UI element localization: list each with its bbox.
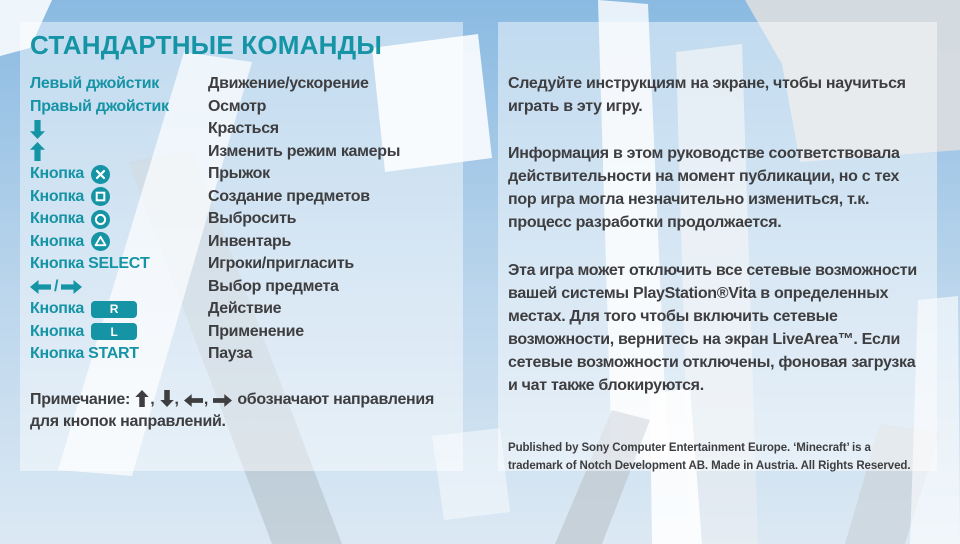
down-arrow-icon — [30, 120, 45, 139]
info-paragraph: Следуйте инструкциям на экране, чтобы научиться играть в эту игру. — [508, 75, 906, 115]
r-shoulder-button: R — [91, 301, 137, 318]
command-row — [30, 231, 453, 254]
command-action: Создание предметов — [208, 187, 370, 205]
commands-panel — [20, 22, 463, 471]
command-row — [30, 321, 453, 344]
up-arrow-icon — [135, 390, 149, 407]
left-arrow-icon — [30, 280, 51, 294]
command-action: Изменить режим камеры — [208, 142, 401, 160]
command-label — [30, 278, 208, 296]
command-label: Кнопка — [30, 187, 208, 206]
command-row — [30, 253, 453, 276]
command-label: Кнопка L — [30, 323, 208, 341]
down-arrow-icon — [160, 390, 174, 407]
l-shoulder-button: L — [91, 323, 137, 340]
slash-separator: / — [54, 277, 59, 295]
command-label: Кнопка — [30, 210, 208, 229]
command-row — [30, 163, 453, 186]
command-row — [30, 141, 453, 164]
command-action: Прыжок — [208, 165, 270, 183]
command-action: Выбор предмета — [208, 277, 339, 295]
right-arrow-icon — [213, 394, 232, 407]
right-arrow-icon — [61, 280, 82, 294]
command-action: Красться — [208, 120, 279, 138]
info-paragraph: Информация в этом руководстве соответствовала действительности на момент публикации, но с тех пор игра могла незначительно измениться, т.к. процесс разработки продолжается. — [508, 145, 900, 231]
command-action: Действие — [208, 300, 282, 318]
command-action: Осмотр — [208, 97, 267, 115]
command-label: Кнопка — [30, 165, 208, 184]
command-label: Кнопка — [30, 232, 208, 251]
up-arrow-icon — [30, 142, 45, 161]
command-label: Кнопка SELECT — [30, 255, 150, 273]
cross-button-icon — [91, 165, 110, 184]
command-action: Выбросить — [208, 210, 297, 228]
directions-note: Примечание: , , , обозначают направления для кнопок направлений. — [30, 390, 434, 430]
command-label: Левый джойстик — [30, 75, 159, 93]
command-row — [30, 208, 453, 231]
command-label — [30, 120, 208, 139]
info-paragraph: Эта игра может отключить все сетевые возможности вашей системы PlayStation®Vita в определенных местах. Для того чтобы включить сетевые возможности, вернитесь на экран LiveArea™. Если сетевые возможности отключены, фоновая загрузка и чат также блокируются. — [508, 262, 917, 394]
command-label: Правый джойстик — [30, 97, 169, 115]
triangle-button-icon — [91, 232, 110, 251]
command-row — [30, 298, 453, 321]
command-row — [30, 186, 453, 209]
command-row — [30, 276, 453, 299]
command-row — [30, 96, 453, 119]
legal-text: Published by Sony Computer Entertainment Europe. ‘Minecraft’ is a trademark of Notch Development AB. Made in Austria. All Rights Reserved. — [508, 442, 911, 472]
circle-button-icon — [91, 210, 110, 229]
info-panel — [498, 22, 937, 471]
command-row — [30, 118, 453, 141]
command-label: Кнопка R — [30, 300, 208, 318]
command-action: Применение — [208, 322, 304, 340]
command-action: Пауза — [208, 345, 253, 363]
command-label: Кнопка START — [30, 345, 139, 363]
command-row — [30, 73, 453, 96]
commands-list — [30, 73, 453, 366]
command-action: Игроки/пригласить — [208, 255, 354, 273]
left-arrow-icon — [184, 394, 203, 407]
command-action: Инвентарь — [208, 232, 291, 250]
command-row — [30, 343, 453, 366]
command-action: Движение/ускорение — [208, 75, 369, 93]
page-title: СТАНДАРТНЫЕ КОМАНДЫ — [30, 30, 382, 60]
command-label — [30, 142, 208, 161]
square-button-icon — [91, 187, 110, 206]
